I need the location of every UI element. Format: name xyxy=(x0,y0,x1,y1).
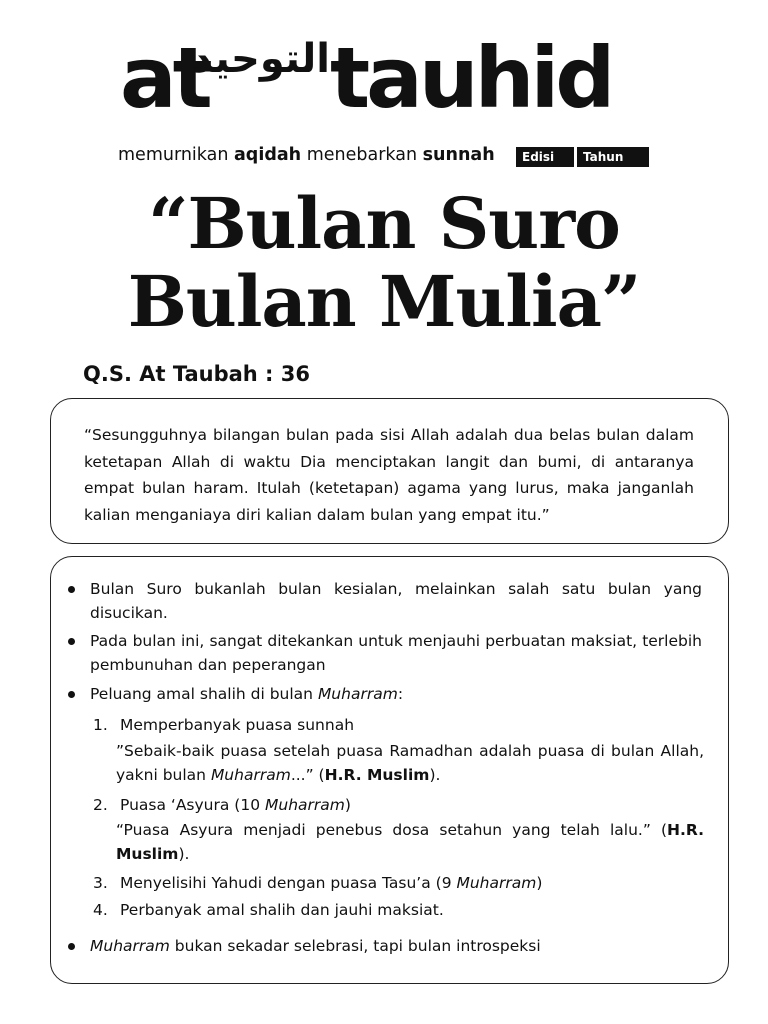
bullet-dot xyxy=(68,943,75,950)
headline-line-1: “Bulan Suro xyxy=(148,182,620,265)
tagline-part: aqidah xyxy=(234,145,302,165)
text-part: H.R. Muslim xyxy=(324,766,430,784)
text-part: ) xyxy=(536,874,543,892)
text-part: ). xyxy=(429,766,441,784)
edition-badge: Edisi 51 xyxy=(516,147,574,167)
tagline-part: sunnah xyxy=(422,145,495,165)
year-badge: Tahun 17 xyxy=(577,147,649,167)
text-part: Peluang amal shalih di bulan xyxy=(90,685,318,703)
text-part: Puasa ‘Asyura (10 xyxy=(120,796,265,814)
bullet-dot xyxy=(68,638,75,645)
bullet-point-2: Pada bulan ini, sangat ditekankan untuk menjauhi perbuatan maksiat, terlebih pembunuhan dan peperangan xyxy=(90,632,702,674)
bullet-point-1: Bulan Suro bukanlah bulan kesialan, melainkan salah satu bulan yang disucikan. xyxy=(90,580,702,622)
list-item-2 xyxy=(120,793,351,817)
tagline xyxy=(118,145,495,165)
text-part: : xyxy=(397,685,404,703)
text-part: Menyelisihi Yahudi dengan puasa Tasu’a (9 xyxy=(120,874,457,892)
verse-reference: Q.S. At Taubah : 36 xyxy=(83,362,310,386)
text-part: Muharram xyxy=(456,874,537,892)
hadith-quote-1 xyxy=(116,739,704,787)
text-part: ...” ( xyxy=(290,766,325,784)
bullet-point-3 xyxy=(90,682,702,706)
list-number: 3. xyxy=(93,874,108,892)
hadith-quote-2 xyxy=(116,818,704,866)
text-part: Muharram xyxy=(265,796,345,814)
logo-arabic: التوحيد xyxy=(191,36,330,82)
list-item-4: Perbanyak amal shalih dan jauhi maksiat. xyxy=(120,901,444,919)
logo-text-at: at xyxy=(120,29,209,127)
verse-quote: “Sesungguhnya bilangan bulan pada sisi Allah adalah dua belas bulan dalam ketetapan Allah di waktu Dia menciptakan langit dan bumi, di antaranya empat bulan haram. Itulah (ketetapan) agama yang lurus, maka janganlah kalian menganiaya diri kalian dalam bulan yang empat itu.” xyxy=(84,426,694,524)
text-part: ) xyxy=(344,796,351,814)
text-part: bukan sekadar selebrasi, tapi bulan introspeksi xyxy=(169,937,541,955)
list-number: 2. xyxy=(93,796,108,814)
text-part: H.R. Muslim xyxy=(116,821,704,863)
bullet-point-4 xyxy=(90,934,702,958)
headline-line-2: Bulan Mulia” xyxy=(127,260,641,343)
list-number: 4. xyxy=(93,901,108,919)
bullet-dot xyxy=(68,691,75,698)
text-part: Muharram xyxy=(90,937,170,955)
text-part: ”Sebaik-baik puasa setelah puasa Ramadhan adalah puasa di bulan Allah, yakni bulan xyxy=(116,742,704,784)
masthead xyxy=(0,22,768,132)
text-part: Muharram xyxy=(210,766,291,784)
list-item-1: Memperbanyak puasa sunnah xyxy=(120,716,355,734)
text-part: ). xyxy=(178,845,190,863)
text-part: “Puasa Asyura menjadi penebus dosa setahun yang telah lalu.” ( xyxy=(116,821,668,839)
text-part: Muharram xyxy=(317,685,398,703)
bullet-dot xyxy=(68,586,75,593)
list-item-3 xyxy=(120,871,542,895)
list-number: 1. xyxy=(93,716,108,734)
tagline-part: menebarkan xyxy=(301,145,423,165)
logo-text-tauhid: tauhid xyxy=(330,29,612,127)
tagline-part: memurnikan xyxy=(118,145,234,165)
